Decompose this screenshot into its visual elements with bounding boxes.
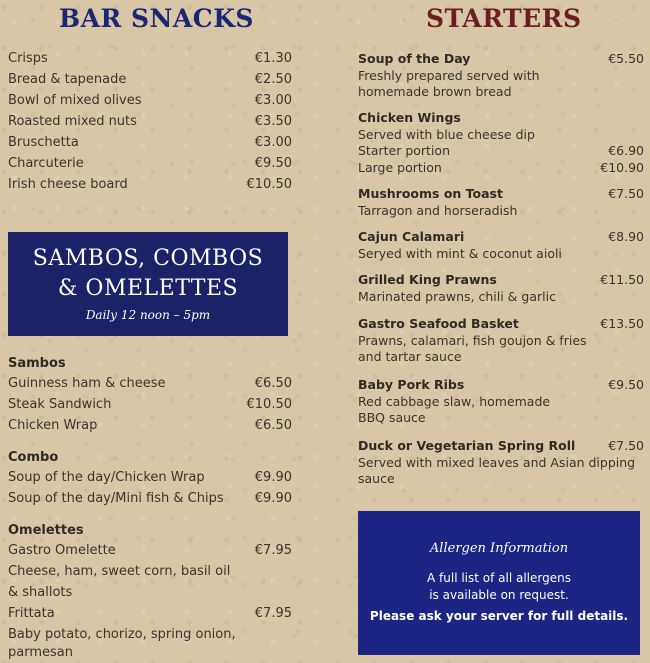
starters-title: STARTERS [426,4,582,33]
banner-line-1: SAMBOS, COMBOS [32,246,264,271]
menu-item-desc: Cheese, ham, sweet corn, basil oil [8,564,231,579]
menu-item: Soup of the day/Mini fish & Chips €9.90 [8,491,292,506]
menu-item: Irish cheese board €10.50 [8,177,292,192]
allergen-line-2: is available on request. [429,588,569,602]
banner-line-2: & OMELETTES [57,276,239,301]
sambos-combos-omelettes-banner [8,232,288,336]
starter-pork-ribs: Baby Pork Ribs €9.50 Red cabbage slaw, homemade BBQ sauce [358,377,644,425]
menu-item: Gastro Omelette €7.95 [8,543,292,558]
sambos-heading: Sambos [8,356,66,371]
starter-mushrooms: Mushrooms on Toast €7.50 Tarragon and horseradish [358,186,644,218]
menu-item: Chicken Wrap €6.50 [8,418,292,433]
menu-item: Bowl of mixed olives €3.00 [8,93,292,108]
menu-item: Charcuterie €9.50 [8,156,292,171]
menu-item-desc: Baby potato, chorizo, spring onion, [8,627,236,642]
starter-chicken-wings: Chicken Wings Served with blue cheese dip Starter portion €6.90 Large portion €10.90 [358,110,644,175]
left-column [0,0,300,663]
starter-prawns: Grilled King Prawns €11.50 Marinated prawns, chili & garlic [358,272,644,304]
allergen-line-1: A full list of all allergens [427,571,571,585]
combo-heading: Combo [8,450,59,465]
menu-item: Soup of the day/Chicken Wrap €9.90 [8,470,292,485]
starter-calamari: Cajun Calamari €8.90 Seryed with mint & coconut aioli [358,229,644,261]
bar-snacks-title: BAR SNACKS [59,4,254,33]
menu-item: Roasted mixed nuts €3.50 [8,114,292,129]
omelettes-heading: Omelettes [8,523,84,538]
allergen-title: Allergen Information [429,541,569,556]
menu-item: Bruschetta €3.00 [8,135,292,150]
allergen-line-3: Please ask your server for full details. [369,609,629,623]
menu-item: Crisps €1.30 [8,51,292,66]
menu-item: Bread & tapenade €2.50 [8,72,292,87]
menu-item-desc: parmesan [8,645,73,660]
starter-spring-roll: Duck or Vegetarian Spring Roll €7.50 Served with mixed leaves and Asian dipping sauce [358,438,644,486]
banner-hours: Daily 12 noon – 5pm [85,308,211,322]
menu-item-desc: & shallots [8,585,73,600]
menu-item: Guinness ham & cheese €6.50 [8,376,292,391]
menu-item: Steak Sandwich €10.50 [8,397,292,412]
starter-soup: Soup of the Day €5.50 Freshly prepared served with homemade brown bread [358,51,644,99]
starter-seafood-basket: Gastro Seafood Basket €13.50 Prawns, calamari, fish goujon & fries and tartar sauce [358,316,644,364]
menu-item: Frittata €7.95 [8,606,292,621]
allergen-information-box [358,511,640,655]
